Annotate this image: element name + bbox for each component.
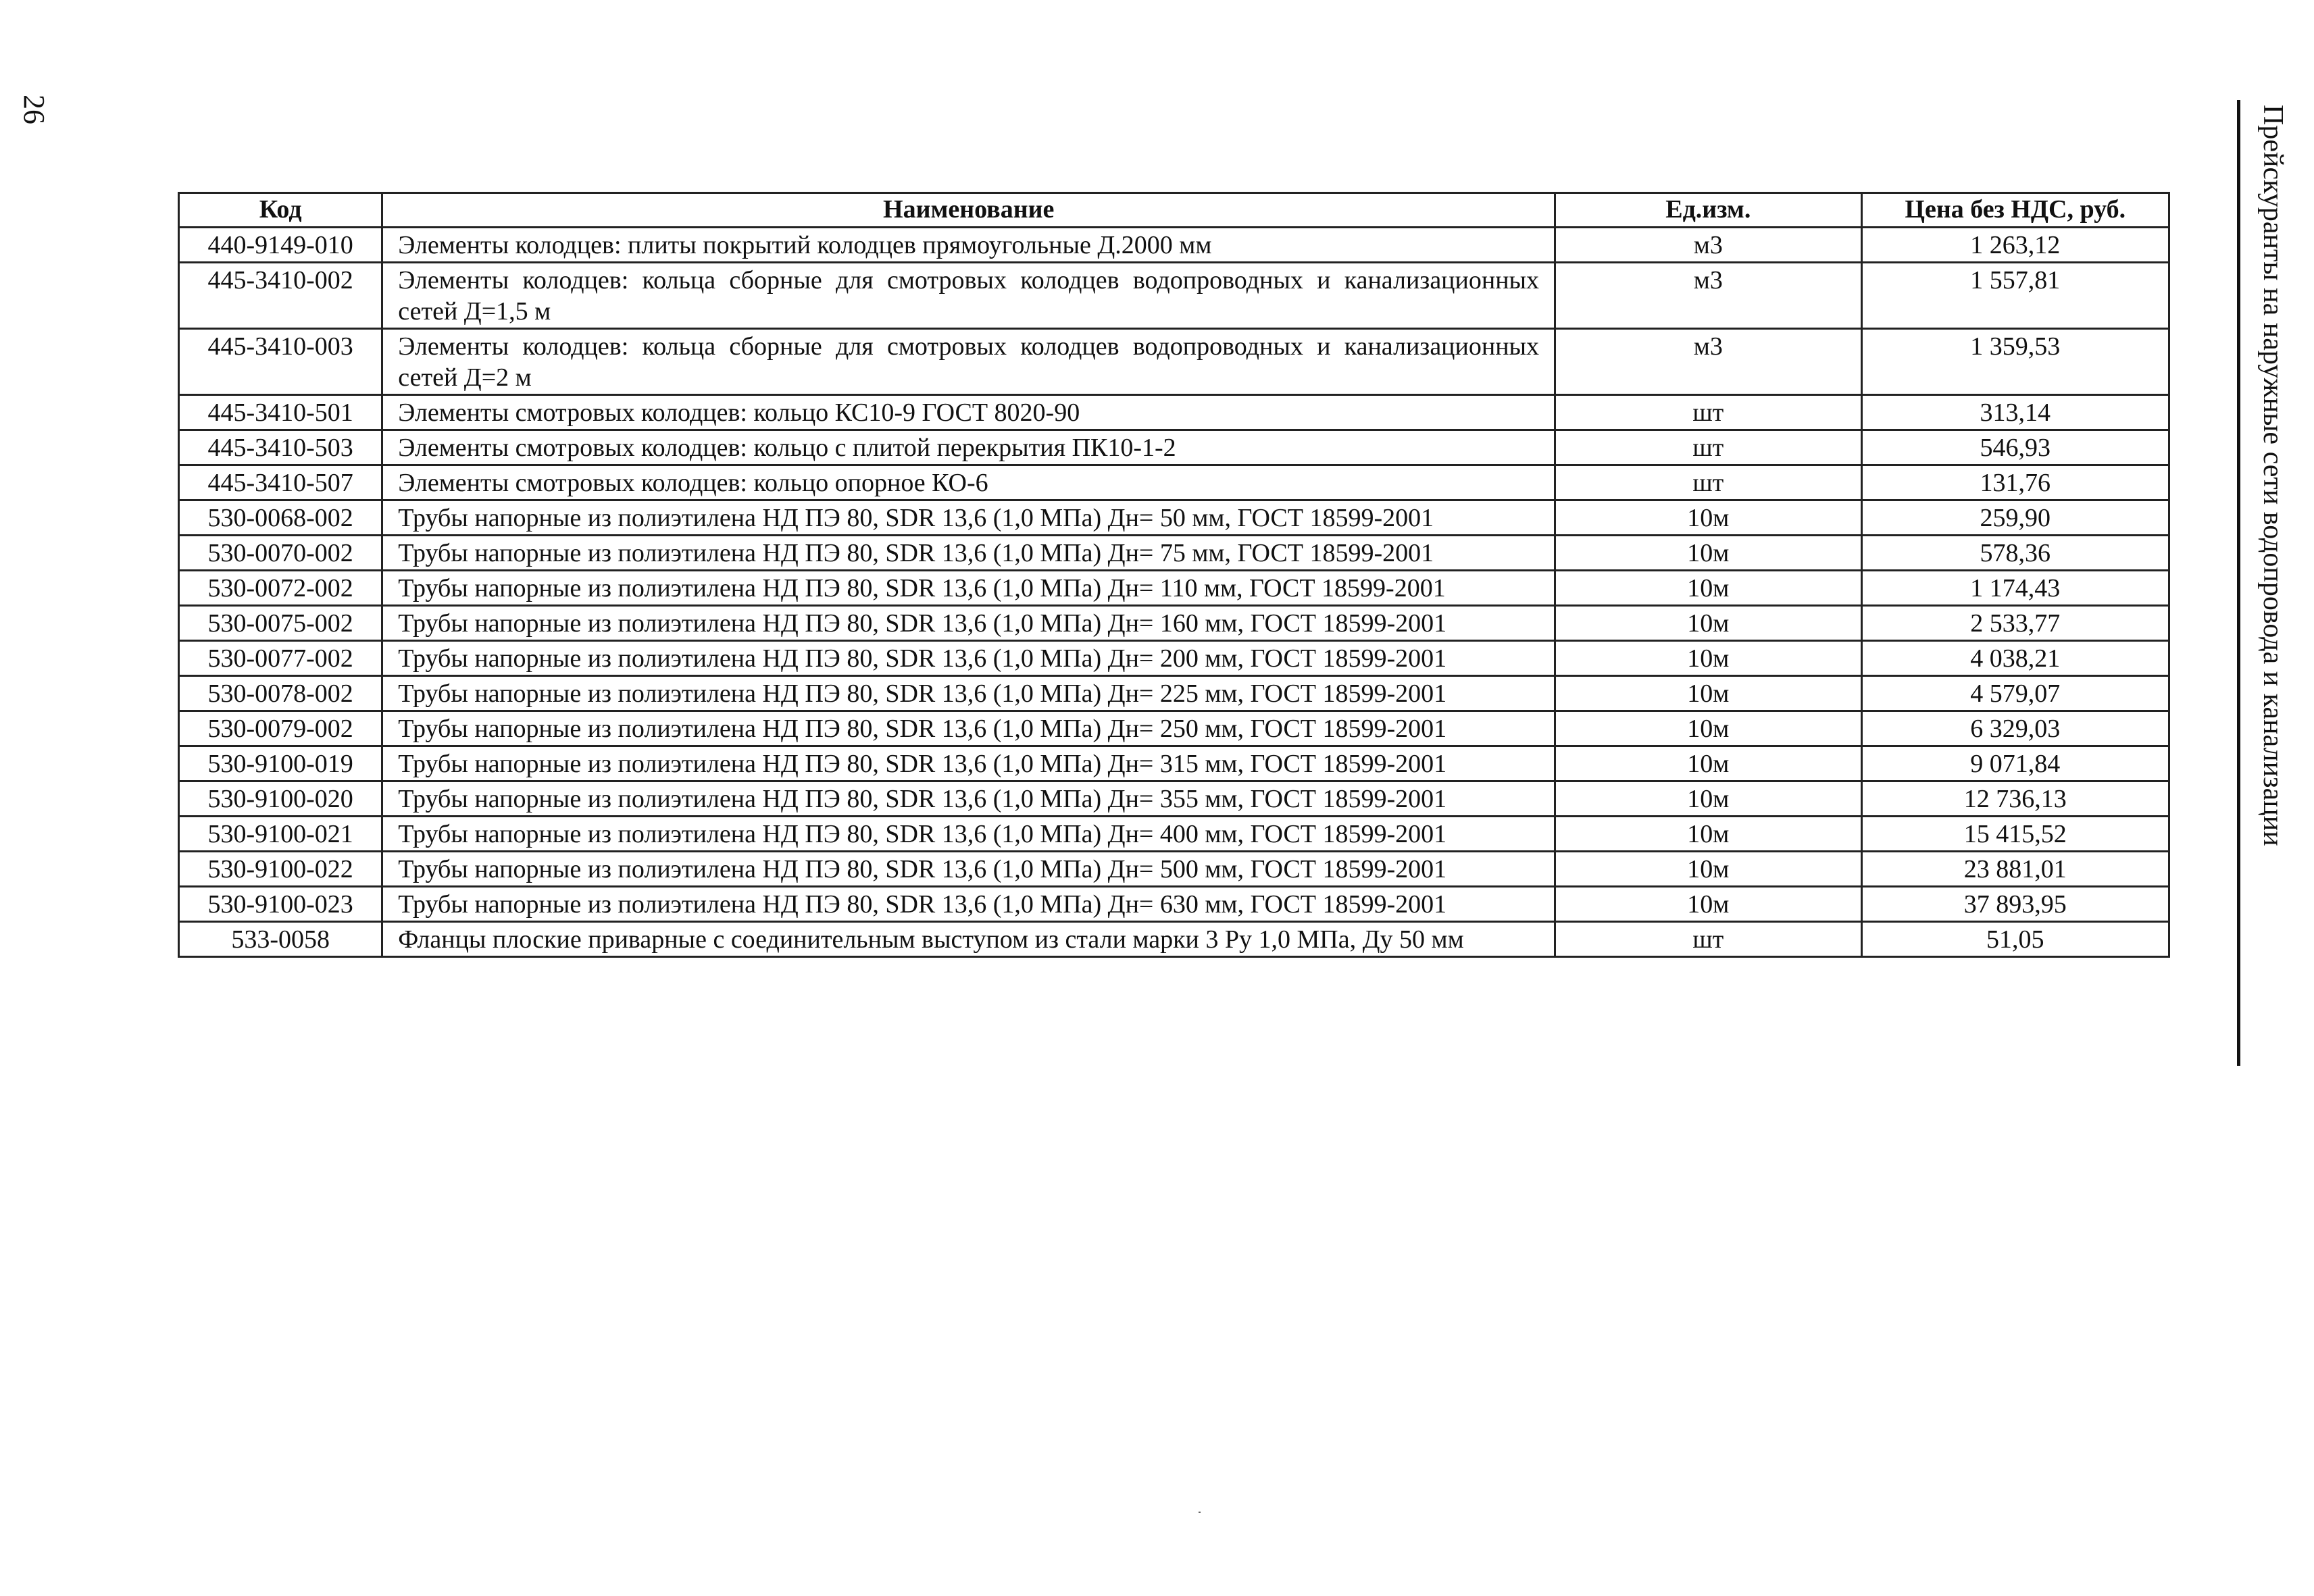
cell-price: 1 263,12: [1861, 228, 2169, 263]
cell-name: Трубы напорные из полиэтилена НД ПЭ 80, SDR 13,6 (1,0 МПа) Дн= 500 мм, ГОСТ 18599-2001: [382, 852, 1555, 887]
page-number: 26: [18, 95, 51, 124]
cell-name: Фланцы плоские приварные с соединительным выступом из стали марки 3 Ру 1,0 МПа, Ду 50 мм: [382, 922, 1555, 957]
cell-name: Трубы напорные из полиэтилена НД ПЭ 80, SDR 13,6 (1,0 МПа) Дн= 400 мм, ГОСТ 18599-2001: [382, 817, 1555, 852]
cell-code: 530-0068-002: [179, 500, 382, 536]
cell-code: 445-3410-003: [179, 329, 382, 395]
table-row: [179, 430, 2169, 465]
cell-name: Элементы колодцев: плиты покрытий колодцев прямоугольные Д.2000 мм: [382, 228, 1555, 263]
cell-unit: м3: [1555, 263, 1861, 329]
cell-code: 530-0070-002: [179, 536, 382, 571]
cell-code: 530-0072-002: [179, 571, 382, 606]
table-row: [179, 263, 2169, 329]
cell-code: 445-3410-503: [179, 430, 382, 465]
cell-code: 533-0058: [179, 922, 382, 957]
cell-price: 1 557,81: [1861, 263, 2169, 329]
cell-name: Трубы напорные из полиэтилена НД ПЭ 80, SDR 13,6 (1,0 МПа) Дн= 225 мм, ГОСТ 18599-2001: [382, 676, 1555, 711]
cell-unit: 10м: [1555, 676, 1861, 711]
column-header-code: Код: [179, 193, 382, 228]
cell-price: 131,76: [1861, 465, 2169, 500]
column-header-unit: Ед.изм.: [1555, 193, 1861, 228]
cell-name: Трубы напорные из полиэтилена НД ПЭ 80, SDR 13,6 (1,0 МПа) Дн= 250 мм, ГОСТ 18599-2001: [382, 711, 1555, 746]
table-row: [179, 536, 2169, 571]
cell-code: 445-3410-501: [179, 395, 382, 430]
cell-unit: шт: [1555, 922, 1861, 957]
cell-price: 51,05: [1861, 922, 2169, 957]
table-header-row: [179, 193, 2169, 228]
table-row: [179, 746, 2169, 781]
cell-unit: шт: [1555, 465, 1861, 500]
cell-unit: 10м: [1555, 641, 1861, 676]
cell-unit: шт: [1555, 395, 1861, 430]
cell-price: 37 893,95: [1861, 887, 2169, 922]
cell-code: 530-0077-002: [179, 641, 382, 676]
cell-unit: 10м: [1555, 781, 1861, 817]
cell-code: 530-9100-020: [179, 781, 382, 817]
cell-name: Трубы напорные из полиэтилена НД ПЭ 80, SDR 13,6 (1,0 МПа) Дн= 630 мм, ГОСТ 18599-2001: [382, 887, 1555, 922]
cell-price: 313,14: [1861, 395, 2169, 430]
column-header-name: Наименование: [382, 193, 1555, 228]
table-row: [179, 641, 2169, 676]
cell-code: 530-0078-002: [179, 676, 382, 711]
table-row: [179, 395, 2169, 430]
table-row: [179, 676, 2169, 711]
table-row: [179, 922, 2169, 957]
table-row: [179, 781, 2169, 817]
cell-code: 530-9100-019: [179, 746, 382, 781]
cell-code: 530-9100-023: [179, 887, 382, 922]
cell-code: 445-3410-507: [179, 465, 382, 500]
scan-speck: [1199, 1512, 1201, 1513]
cell-unit: 10м: [1555, 500, 1861, 536]
cell-unit: шт: [1555, 430, 1861, 465]
cell-code: 530-9100-021: [179, 817, 382, 852]
cell-name: Трубы напорные из полиэтилена НД ПЭ 80, SDR 13,6 (1,0 МПа) Дн= 75 мм, ГОСТ 18599-2001: [382, 536, 1555, 571]
table-row: [179, 500, 2169, 536]
cell-unit: 10м: [1555, 817, 1861, 852]
cell-price: 6 329,03: [1861, 711, 2169, 746]
cell-price: 2 533,77: [1861, 606, 2169, 641]
running-header-title: Прейскуранты на наружные сети водопровода и канализации: [2257, 105, 2288, 846]
cell-name: Элементы смотровых колодцев: кольцо с плитой перекрытия ПК10-1-2: [382, 430, 1555, 465]
cell-code: 530-0079-002: [179, 711, 382, 746]
cell-unit: 10м: [1555, 887, 1861, 922]
cell-price: 1 174,43: [1861, 571, 2169, 606]
cell-unit: 10м: [1555, 746, 1861, 781]
table-row: [179, 465, 2169, 500]
table-row: [179, 329, 2169, 395]
cell-name: Трубы напорные из полиэтилена НД ПЭ 80, SDR 13,6 (1,0 МПа) Дн= 315 мм, ГОСТ 18599-2001: [382, 746, 1555, 781]
cell-code: 530-9100-022: [179, 852, 382, 887]
table-row: [179, 571, 2169, 606]
cell-unit: м3: [1555, 329, 1861, 395]
table-body: [179, 228, 2169, 957]
cell-name: Трубы напорные из полиэтилена НД ПЭ 80, SDR 13,6 (1,0 МПа) Дн= 160 мм, ГОСТ 18599-2001: [382, 606, 1555, 641]
cell-price: 259,90: [1861, 500, 2169, 536]
header-rule: [2237, 100, 2240, 1066]
cell-name: Трубы напорные из полиэтилена НД ПЭ 80, SDR 13,6 (1,0 МПа) Дн= 50 мм, ГОСТ 18599-2001: [382, 500, 1555, 536]
table-row: [179, 606, 2169, 641]
table-row: [179, 852, 2169, 887]
cell-name: Трубы напорные из полиэтилена НД ПЭ 80, SDR 13,6 (1,0 МПа) Дн= 200 мм, ГОСТ 18599-2001: [382, 641, 1555, 676]
cell-code: 445-3410-002: [179, 263, 382, 329]
cell-unit: 10м: [1555, 852, 1861, 887]
cell-name: Трубы напорные из полиэтилена НД ПЭ 80, SDR 13,6 (1,0 МПа) Дн= 355 мм, ГОСТ 18599-2001: [382, 781, 1555, 817]
cell-price: 23 881,01: [1861, 852, 2169, 887]
cell-price: 9 071,84: [1861, 746, 2169, 781]
table-row: [179, 228, 2169, 263]
cell-unit: м3: [1555, 228, 1861, 263]
table-row: [179, 711, 2169, 746]
cell-price: 4 038,21: [1861, 641, 2169, 676]
cell-code: 440-9149-010: [179, 228, 382, 263]
cell-unit: 10м: [1555, 571, 1861, 606]
cell-name: Трубы напорные из полиэтилена НД ПЭ 80, SDR 13,6 (1,0 МПа) Дн= 110 мм, ГОСТ 18599-2001: [382, 571, 1555, 606]
cell-name: Элементы колодцев: кольца сборные для смотровых колодцев водопроводных и канализационных сетей Д=1,5 м: [382, 263, 1555, 329]
cell-price: 578,36: [1861, 536, 2169, 571]
cell-unit: 10м: [1555, 711, 1861, 746]
table-row: [179, 817, 2169, 852]
cell-price: 546,93: [1861, 430, 2169, 465]
cell-name: Элементы колодцев: кольца сборные для смотровых колодцев водопроводных и канализационных сетей Д=2 м: [382, 329, 1555, 395]
cell-price: 1 359,53: [1861, 329, 2169, 395]
cell-name: Элементы смотровых колодцев: кольцо КС10-9 ГОСТ 8020-90: [382, 395, 1555, 430]
table-row: [179, 887, 2169, 922]
cell-unit: 10м: [1555, 536, 1861, 571]
cell-price: 15 415,52: [1861, 817, 2169, 852]
cell-price: 12 736,13: [1861, 781, 2169, 817]
cell-price: 4 579,07: [1861, 676, 2169, 711]
cell-name: Элементы смотровых колодцев: кольцо опорное КО-6: [382, 465, 1555, 500]
cell-code: 530-0075-002: [179, 606, 382, 641]
column-header-price: Цена без НДС, руб.: [1861, 193, 2169, 228]
cell-unit: 10м: [1555, 606, 1861, 641]
price-table: [178, 192, 2170, 958]
